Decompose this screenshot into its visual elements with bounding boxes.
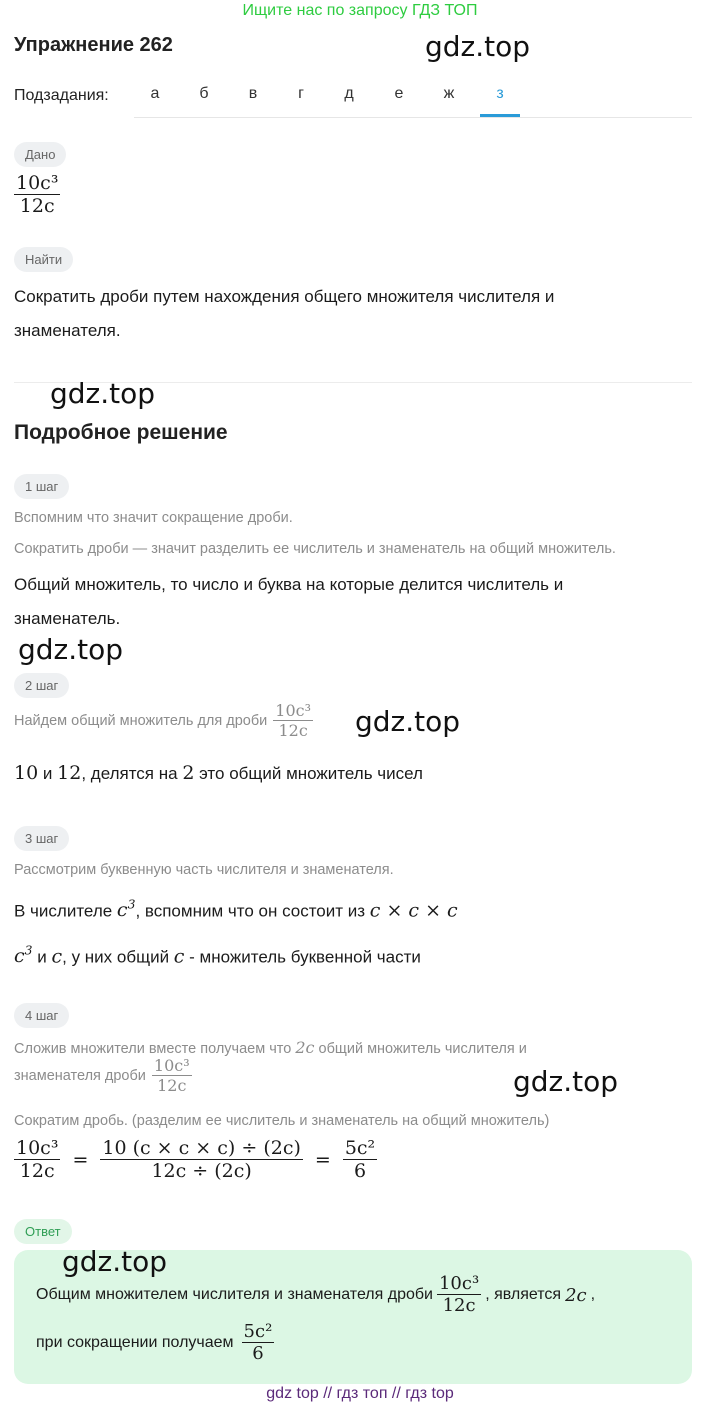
- fraction-numerator: 10c³: [438, 1273, 480, 1294]
- divided-denominator: 12c ÷ (2c): [151, 1159, 252, 1182]
- answer-text-2: при сокращении получаем: [36, 1334, 234, 1352]
- result-numerator: 5c²: [243, 1321, 273, 1342]
- step-4-hint-1b: общий множитель числителя и: [314, 1041, 527, 1057]
- answer-line-2: [36, 1322, 274, 1364]
- step-3-text-2b: , у них общий: [62, 947, 174, 967]
- tab-g[interactable]: г: [298, 85, 304, 102]
- step-2-pill: 2 шаг: [14, 673, 69, 698]
- step-2-hint-text: Найдем общий множитель для дроби: [14, 712, 268, 729]
- number-2: 2: [182, 762, 195, 784]
- fraction-denominator: 12c: [278, 720, 308, 740]
- find-text: Сократить дроби путем нахождения общего множителя числителя и знаменателя.: [14, 287, 555, 340]
- step-3-text-1: [14, 888, 458, 928]
- step-4-hint-1: [14, 1038, 527, 1057]
- c-cubed: $c^3$: [116, 898, 136, 922]
- watermark: gdz.top: [355, 705, 461, 738]
- find-pill: Найти: [14, 247, 73, 272]
- reduction-equation: [14, 1138, 377, 1183]
- tab-d[interactable]: д: [344, 85, 354, 102]
- step-3-text-2c: - множитель буквенной части: [184, 947, 421, 967]
- result-denominator: 6: [252, 1342, 264, 1364]
- watermark: gdz.top: [62, 1245, 168, 1278]
- step-3-pill: 3 шаг: [14, 826, 69, 851]
- subtask-tabs: [134, 72, 692, 118]
- footer-links[interactable]: gdz top // гдз топ // гдз top: [266, 1385, 454, 1402]
- watermark: gdz.top: [425, 30, 531, 63]
- common-factor: 2c: [295, 1038, 315, 1057]
- c-var: c: [51, 945, 63, 968]
- step-3-text-2a: и: [32, 947, 52, 967]
- step-1-text: Общий множитель, то число и буква на которые делится числитель и знаменатель.: [14, 575, 564, 628]
- step-2-text-divide: , делятся на: [81, 764, 183, 783]
- step-2-text-and: и: [38, 764, 58, 783]
- result-numerator: 5c²: [344, 1137, 376, 1159]
- page-title: Упражнение 262: [14, 34, 173, 56]
- c-var: c: [173, 945, 185, 968]
- result-denominator: 6: [353, 1159, 367, 1182]
- search-banner: Ищите нас по запросу ГДЗ ТОП: [242, 2, 478, 19]
- equals-sign: =: [72, 1149, 89, 1172]
- step-1-pill: 1 шаг: [14, 474, 69, 499]
- step-3-text-1b: , вспомним что он состоит из: [135, 901, 370, 921]
- given-pill: Дано: [14, 142, 66, 167]
- tab-zh[interactable]: ж: [443, 85, 455, 102]
- divided-numerator: 10 (c × c × c) ÷ (2c): [102, 1137, 301, 1159]
- step-4-hint-1a: Сложив множители вместе получаем что: [14, 1041, 296, 1057]
- step-1-hint-1: Вспомним что значит сокращение дроби.: [14, 510, 293, 526]
- given-numerator: 10c³: [16, 172, 59, 194]
- tab-e[interactable]: е: [394, 85, 404, 102]
- fraction-numerator: 10c³: [275, 701, 311, 720]
- fraction-numerator: 10c³: [153, 1056, 190, 1075]
- solution-title: Подробное решение: [14, 421, 228, 444]
- tab-a[interactable]: а: [150, 85, 160, 102]
- given-denominator: 12c: [19, 194, 55, 217]
- number-10: 10: [14, 762, 39, 784]
- fraction-denominator: 12c: [19, 1159, 55, 1182]
- given-fraction: [14, 173, 60, 218]
- fraction-numerator: 10c³: [16, 1137, 59, 1159]
- step-3-hint: Рассмотрим буквенную часть числителя и знаменателя.: [14, 862, 394, 878]
- step-4-hint-3: Сократим дробь. (разделим ее числитель и знаменатель на общий множитель): [14, 1113, 550, 1129]
- fraction-denominator: 12c: [157, 1075, 187, 1095]
- step-1-hint-2: Сократить дроби — значит разделить ее числитель и знаменатель на общий множитель.: [14, 541, 616, 557]
- step-4-pill: 4 шаг: [14, 1003, 69, 1028]
- subtasks-label: Подзадания:: [14, 87, 109, 104]
- watermark: gdz.top: [50, 377, 156, 410]
- answer-text-1c: ,: [590, 1286, 596, 1304]
- answer-common-factor: 2c: [565, 1284, 587, 1306]
- tab-v[interactable]: в: [248, 85, 258, 102]
- equals-sign: =: [314, 1149, 331, 1172]
- step-3-text-1a: В числителе: [14, 901, 117, 921]
- answer-line-1: [36, 1274, 595, 1316]
- step-2-text: [14, 756, 423, 791]
- step-2-text-end: это общий множитель чисел: [194, 764, 423, 783]
- c-product: c × c × c: [369, 899, 458, 922]
- tab-b[interactable]: б: [199, 85, 209, 102]
- step-2-hint: [14, 702, 313, 740]
- active-tab-indicator: [480, 114, 520, 117]
- answer-text-1a: Общим множителем числителя и знаменателя дроби: [36, 1286, 433, 1304]
- step-4-hint-2: [14, 1057, 192, 1095]
- answer-text-1b: , является: [485, 1286, 562, 1304]
- watermark: gdz.top: [513, 1065, 619, 1098]
- fraction-denominator: 12c: [442, 1294, 476, 1316]
- number-12: 12: [57, 762, 82, 784]
- step-3-text-2: [14, 934, 421, 974]
- watermark: gdz.top: [18, 633, 124, 666]
- tab-z[interactable]: з: [496, 85, 504, 102]
- c-cubed: $c^3$: [14, 944, 33, 968]
- step-4-hint-2-text: знаменателя дроби: [14, 1067, 146, 1084]
- answer-pill: Ответ: [14, 1219, 72, 1244]
